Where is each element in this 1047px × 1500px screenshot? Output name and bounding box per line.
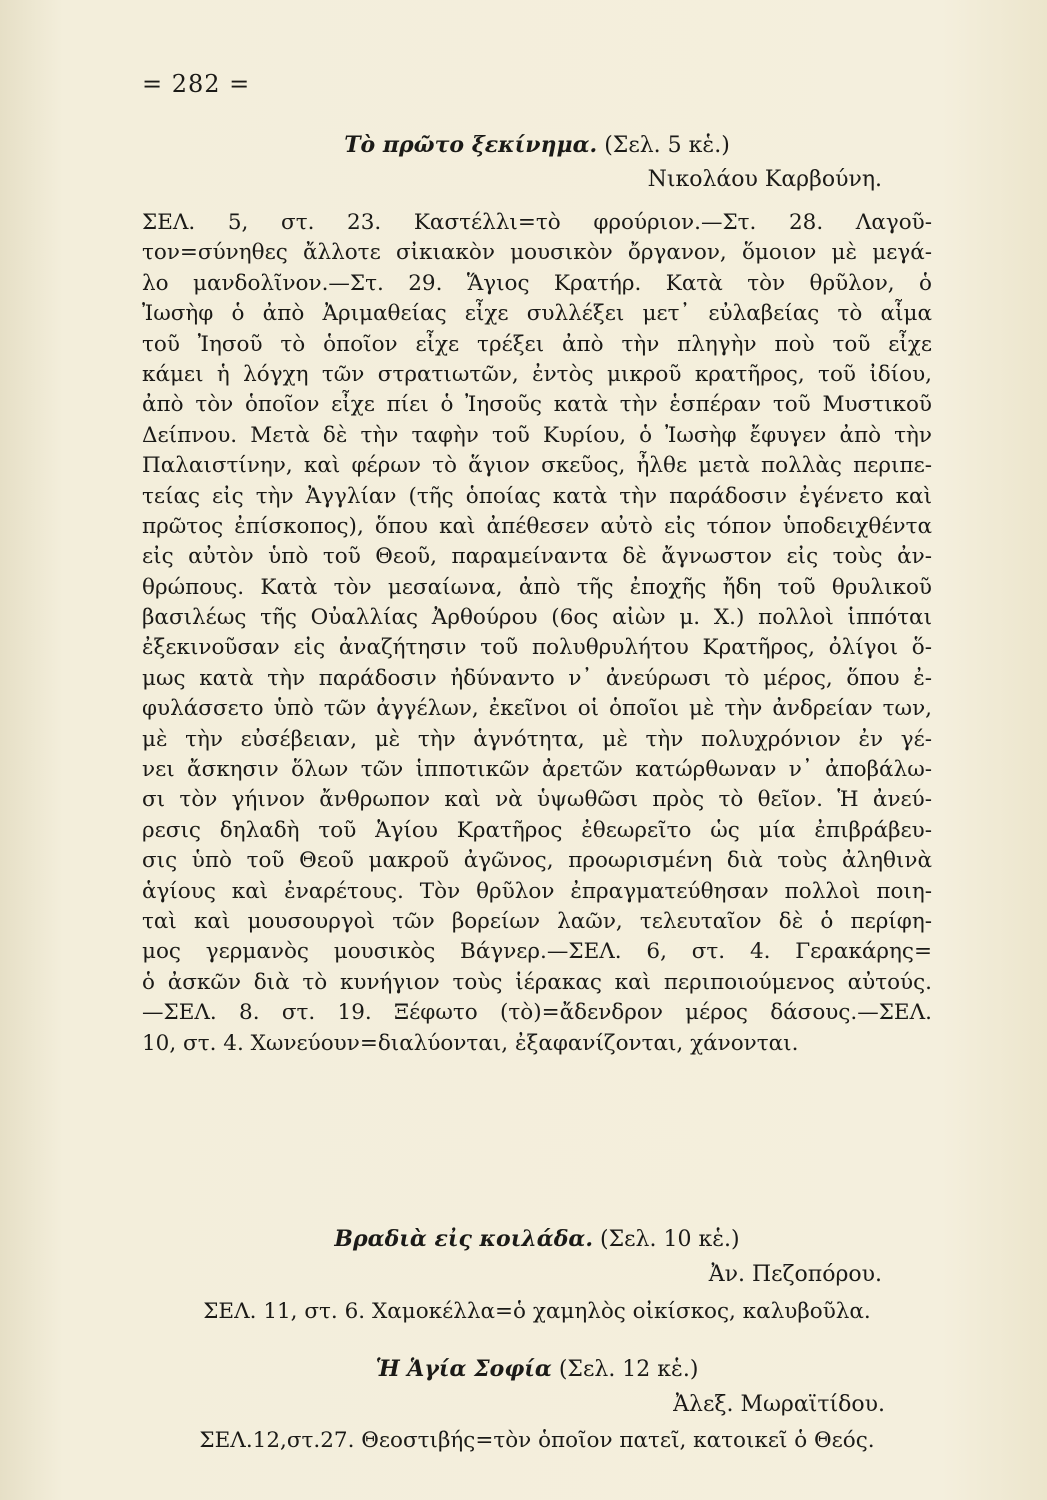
text-line: πρῶτος ἐπίσκοπος), ὅπου καὶ ἀπέθεσεν αὐτὸ εἰς τόπον ὑποδειχθέντα bbox=[142, 513, 932, 539]
text-line: λο μανδολῖνον.—Στ. 29. Ἅγιος Κρατήρ. Κατὰ τὸν θρῦλον, ὁ bbox=[142, 270, 932, 296]
text-line: ἐξεκινοῦσαν εἰς ἀναζήτησιν τοῦ πολυθρυλήτου Κρατῆρος, ὀλίγοι ὅ- bbox=[142, 635, 932, 661]
section2-author: Ἀν. Πεζοπόρου. bbox=[708, 1262, 882, 1287]
text-line: ἀπὸ τὸν ὁποῖον εἶχε πίει ὁ Ἰησοῦς κατὰ τὴν ἑσπέραν τοῦ Μυστικοῦ bbox=[142, 392, 932, 418]
section2-title-text: Βραδιὰ εἰς κοιλάδα. bbox=[334, 1226, 593, 1252]
section3-author: Ἀλεξ. Μωραϊτίδου. bbox=[673, 1392, 885, 1417]
text-line: ταὶ καὶ μουσουργοὶ τῶν βορείων λαῶν, τελευταῖον δὲ ὁ περίφη- bbox=[142, 908, 932, 934]
text-line: ἁγίους καὶ ἐναρέτους. Τὸν θρῦλον ἐπραγματεύθησαν πολλοὶ ποιη- bbox=[142, 878, 932, 904]
page-number: = 282 = bbox=[142, 70, 251, 98]
text-line: μὲ τὴν εὐσέβειαν, μὲ τὴν ἁγνότητα, μὲ τὴν πολυχρόνιον ἐν γέ- bbox=[142, 726, 932, 752]
text-line: —ΣΕΛ. 8. στ. 19. Ξέφωτο (τὸ)=ἄδενδρον μέρος δάσους.—ΣΕΛ. bbox=[142, 1000, 932, 1026]
text-line: κάμει ἡ λόγχη τῶν στρατιωτῶν, ἐντὸς μικροῦ κρατῆρος, τοῦ ἰδίου, bbox=[142, 361, 932, 387]
section1-title-text: Τὸ πρῶτο ξεκίνημα. bbox=[344, 132, 598, 158]
text-line: θρώπους. Κατὰ τὸν μεσαίωνα, ἀπὸ τῆς ἐποχῆς ἤδη τοῦ θρυλικοῦ bbox=[142, 574, 932, 600]
text-line: τον=σύνηθες ἄλλοτε σἰκιακὸν μουσικὸν ὄργανον, ὅμοιον μὲ μεγά- bbox=[142, 240, 932, 266]
text-line: σι τὸν γήινον ἄνθρωπον καὶ νὰ ὑψωθῶσι πρὸς τὸ θεῖον. Ἡ ἀνεύ- bbox=[142, 787, 932, 813]
text-line: Ἰωσὴφ ὁ ἀπὸ Ἀριμαθείας εἶχε συλλέξει μετ᾽ εὐλαβείας τὸ αἷμα bbox=[142, 301, 932, 327]
text-line: μος γερμανὸς μουσικὸς Βάγνερ.—ΣΕΛ. 6, στ. 4. Γερακάρης= bbox=[142, 939, 932, 965]
text-line: ΣΕΛ. 5, στ. 23. Καστέλλι=τὸ φρούριον.—Στ. 28. Λαγοῦ- bbox=[142, 210, 932, 235]
text-line: βασιλέως τῆς Οὐαλλίας Ἀρθούρου (6ος αἰὼν μ. Χ.) πολλοὶ ἱππόται bbox=[142, 605, 932, 631]
section3-title-ref: (Σελ. 12 κἑ.) bbox=[551, 1357, 699, 1382]
section3-title-text: Ἡ Ἁγία Σοφία bbox=[375, 1356, 552, 1382]
text-line: τείας εἰς τὴν Ἀγγλίαν (τῆς ὁποίας κατὰ τὴν παράδοσιν ἐγένετο καὶ bbox=[142, 483, 932, 509]
section1-notes bbox=[142, 208, 932, 1059]
section1-title-ref: (Σελ. 5 κἑ.) bbox=[597, 133, 730, 158]
text-line: φυλάσσετο ὑπὸ τῶν ἀγγέλων, ἐκεῖνοι οἱ ὁποῖοι μὲ τὴν ἀνδρείαν των, bbox=[142, 696, 932, 722]
text-line: τοῦ Ἰησοῦ τὸ ὁποῖον εἶχε τρέξει ἀπὸ τὴν πληγὴν ποὺ τοῦ εἶχε bbox=[142, 331, 932, 357]
text-line: ὁ ἀσκῶν διὰ τὸ κυνήγιον τοὺς ἱέρακας καὶ περιποιούμενος αὐτούς. bbox=[142, 969, 932, 995]
section2-title-ref: (Σελ. 10 κἑ.) bbox=[593, 1227, 740, 1252]
text-line: Δείπνου. Μετὰ δὲ τὴν ταφὴν τοῦ Κυρίου, ὁ Ἰωσὴφ ἔφυγεν ἀπὸ τὴν bbox=[142, 422, 932, 448]
text-line: 10, στ. 4. Χωνεύουν=διαλύονται, ἐξαφανίζονται, χάνονται. bbox=[142, 1030, 799, 1056]
text-line: μως κατὰ τὴν παράδοσιν ἠδύναντο ν᾽ ἀνεύρωσι τὸ μέρος, ὅπου ἐ- bbox=[142, 665, 932, 691]
section1-title bbox=[142, 130, 932, 161]
text-line: εἰς αὐτὸν ὑπὸ τοῦ Θεοῦ, παραμείναντα δὲ ἄγνωστον εἰς τοὺς ἀν- bbox=[142, 544, 932, 570]
section3-title bbox=[142, 1354, 932, 1385]
text-line: ρεσις δηλαδὴ τοῦ Ἁγίου Κρατῆρος ἐθεωρεῖτο ὡς μία ἐπιβράβευ- bbox=[142, 817, 932, 843]
section2-note: ΣΕΛ. 11, στ. 6. Χαμοκέλλα=ὁ χαμηλὸς οἰκίσκος, καλυβοῦλα. bbox=[203, 1299, 871, 1324]
text-line: Παλαιστίνην, καὶ φέρων τὸ ἅγιον σκεῦος, ἦλθε μετὰ πολλὰς περιπε- bbox=[142, 453, 932, 479]
section2-title bbox=[142, 1224, 932, 1255]
section3-note: ΣΕΛ.12,στ.27. Θεοστιβής=τὸν ὁποῖον πατεῖ, κατοικεῖ ὁ Θεός. bbox=[199, 1428, 875, 1453]
text-line: νει ἄσκησιν ὅλων τῶν ἱπποτικῶν ἀρετῶν κατώρθωναν ν᾽ ἀποβάλω- bbox=[142, 757, 932, 783]
section1-author: Νικολάου Καρβούνη. bbox=[647, 167, 882, 192]
text-line: σις ὑπὸ τοῦ Θεοῦ μακροῦ ἀγῶνος, προωρισμένη διὰ τοὺς ἀληθινὰ bbox=[142, 848, 932, 874]
